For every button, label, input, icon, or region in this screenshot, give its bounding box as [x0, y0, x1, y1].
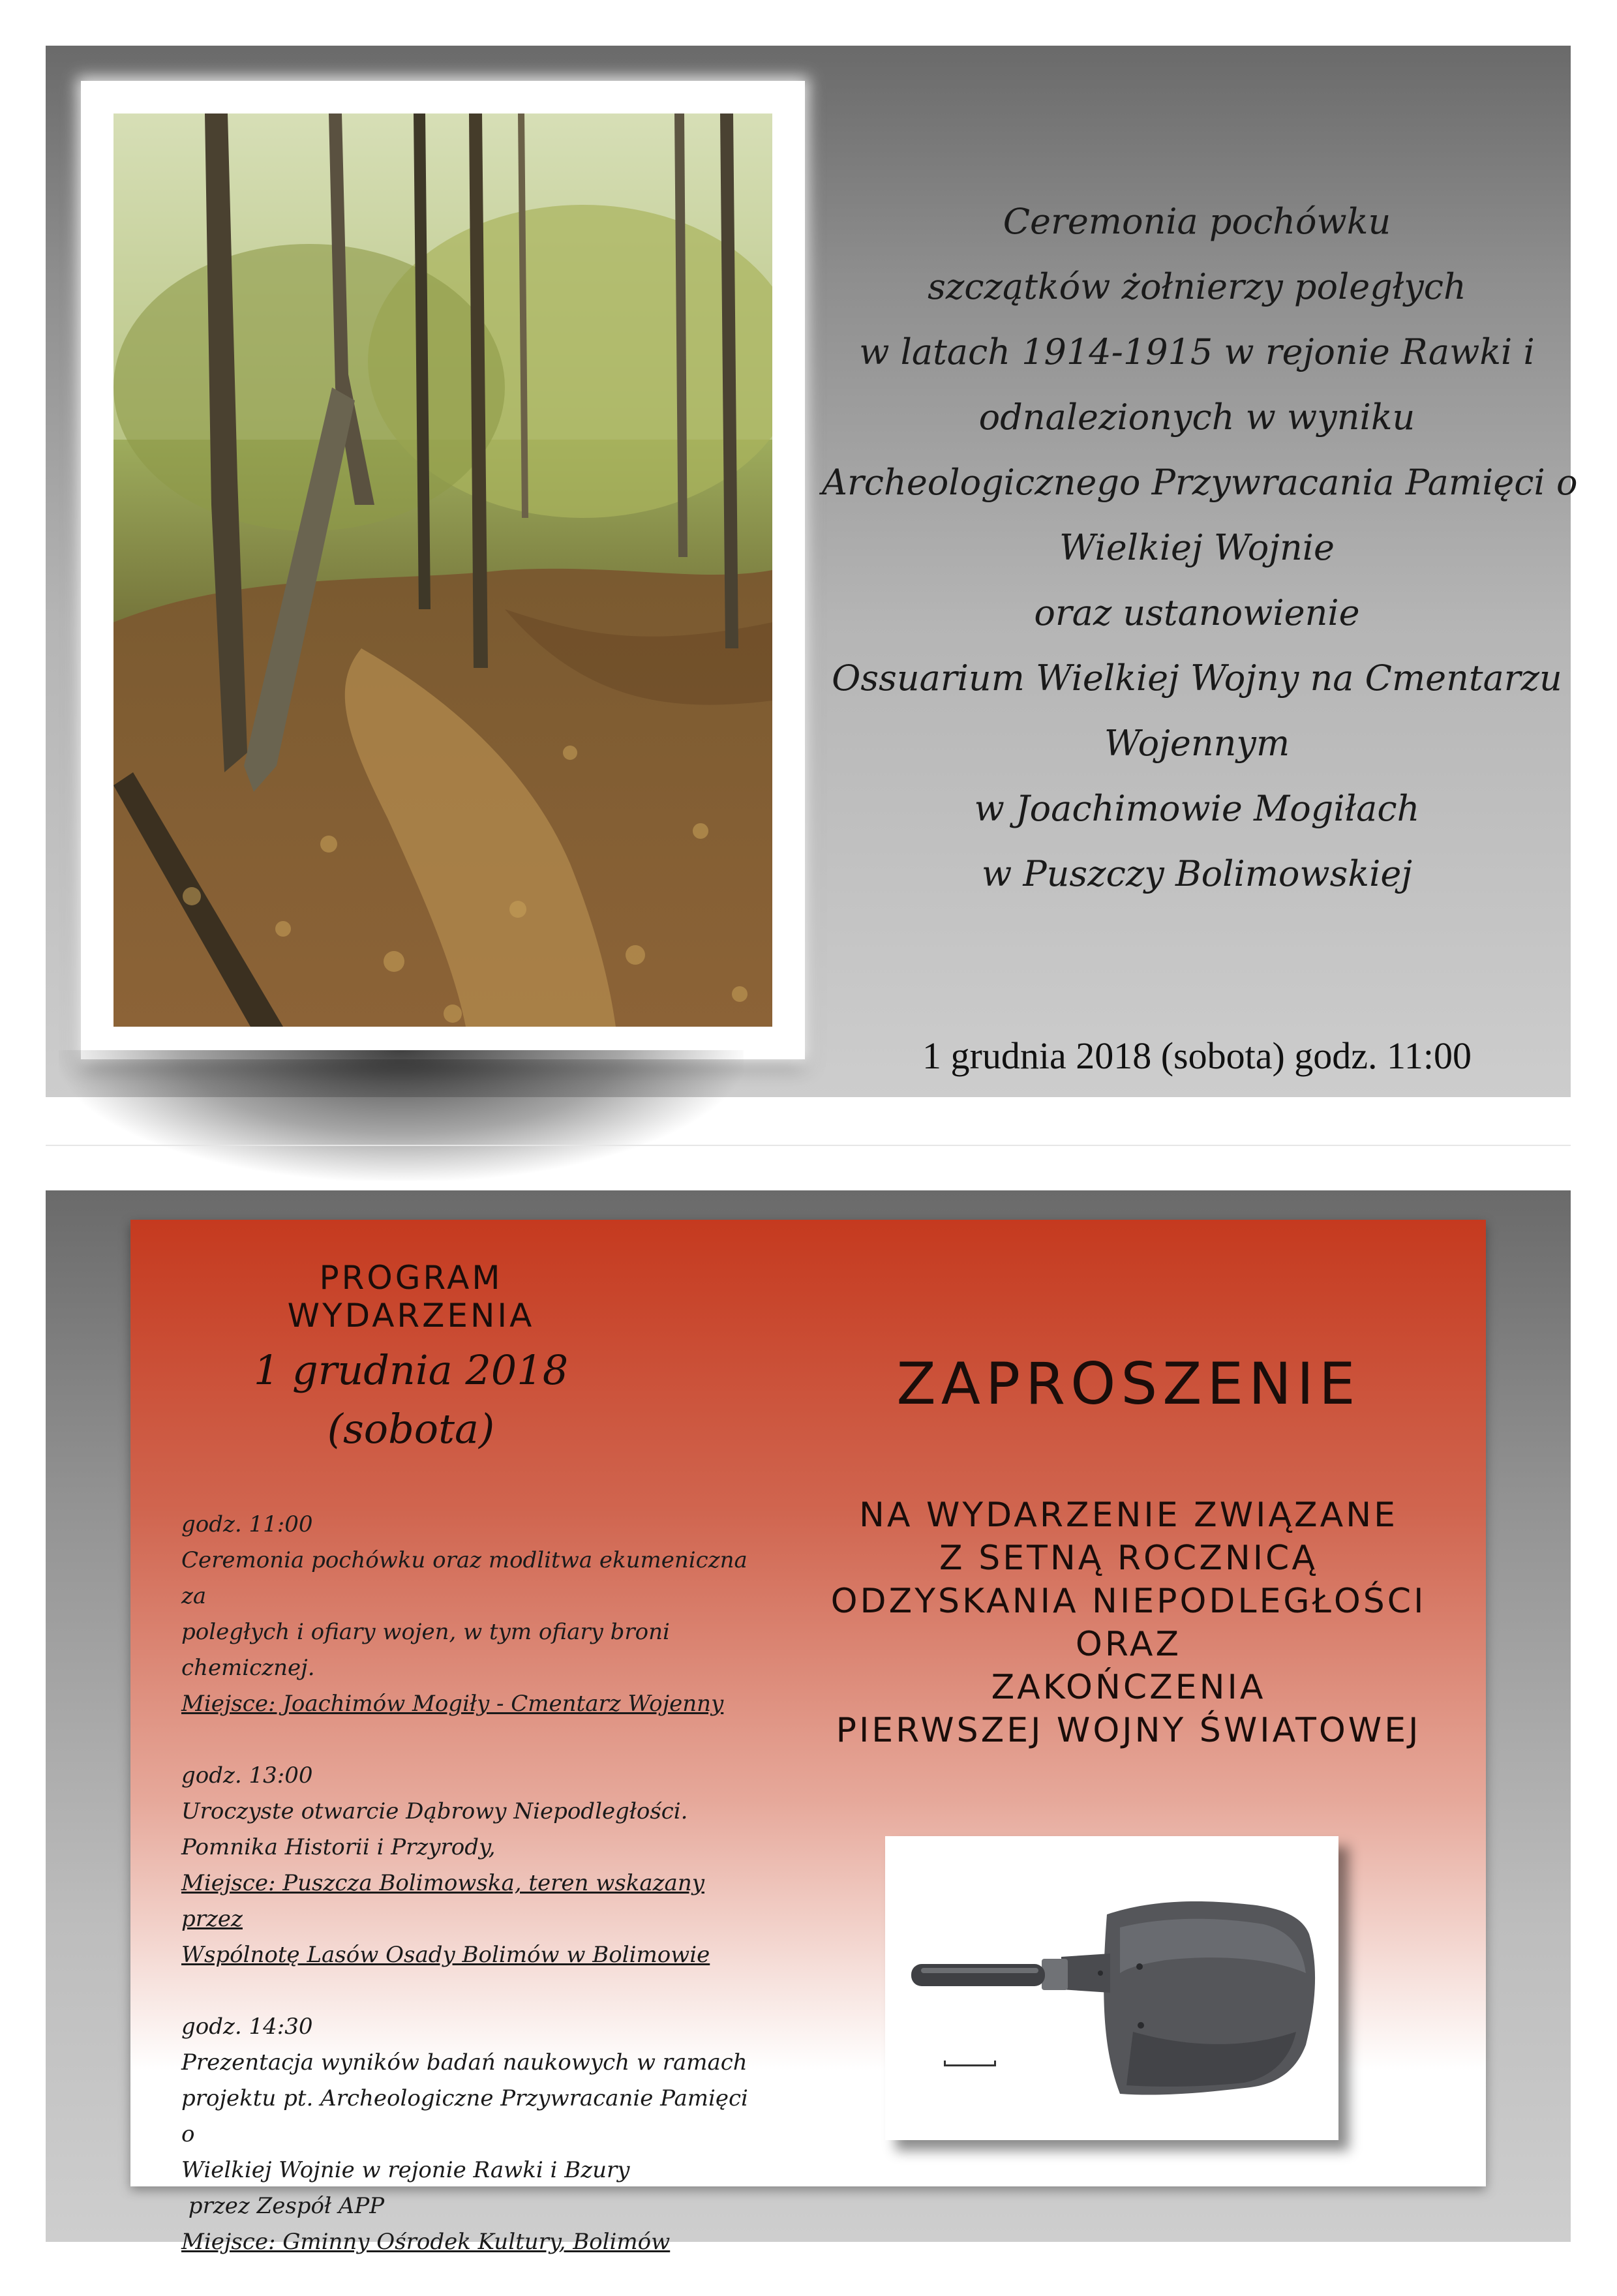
- program-heading: [170, 1259, 652, 1458]
- subtitle-line: ZAKOŃCZENIA: [991, 1668, 1266, 1707]
- schedule-item: [181, 1758, 768, 1973]
- ceremony-line: Ceremonia pochówku: [1003, 201, 1391, 242]
- program-schedule: [181, 1507, 768, 2296]
- schedule-time: godz. 14:30: [181, 2014, 313, 2040]
- program-title: PROGRAM: [319, 1259, 503, 1297]
- ceremony-description: [822, 189, 1578, 907]
- subtitle-line: PIERWSZEJ WOJNY ŚWIATOWEJ: [836, 1711, 1421, 1750]
- program-date: 1 grudnia 2018 (sobota): [253, 1346, 569, 1453]
- event-date: 1 grudnia 2018 (sobota) godz. 11:00: [922, 1035, 1472, 1077]
- subtitle-line: ORAZ: [1075, 1625, 1182, 1664]
- program-subtitle: WYDARZENIA: [287, 1297, 535, 1335]
- forest-trench-photo: [113, 113, 772, 1027]
- invitation-panel: [46, 1190, 1571, 2255]
- ceremony-line: odnalezionych w wyniku: [978, 397, 1415, 438]
- invitation-subtitle: [783, 1494, 1474, 1752]
- subtitle-line: ODZYSKANIA NIEPODLEGŁOŚCI: [830, 1582, 1427, 1621]
- schedule-description: Prezentacja wyników badań naukowych w ramach: [181, 2049, 748, 2076]
- schedule-time: godz. 11:00: [181, 1511, 313, 1537]
- schedule-place: Miejsce: Gminny Ośrodek Kultury, Bolimów: [181, 2229, 671, 2255]
- schedule-description: Pomnika Historii i Przyrody,: [181, 1834, 496, 1860]
- ceremony-line: w Joachimowie Mogiłach: [974, 788, 1420, 829]
- schedule-description: przez Zespół APP: [181, 2193, 385, 2219]
- ceremony-line: oraz ustanowienie: [1034, 592, 1360, 633]
- photo-shadow: [59, 1050, 744, 1181]
- subtitle-line: NA WYDARZENIE ZWIĄZANE: [858, 1496, 1398, 1535]
- invitation-title: ZAPROSZENIE: [896, 1350, 1361, 1417]
- schedule-time: godz. 13:00: [181, 1762, 313, 1789]
- ceremony-line: Wielkiej Wojnie: [1059, 527, 1335, 568]
- ceremony-panel: [46, 46, 1578, 1097]
- schedule-description: Ceremonia pochówku oraz modlitwa ekumeniczna za: [181, 1547, 748, 1609]
- page-divider: [46, 1145, 1571, 1146]
- ceremony-line: Wojennym: [1104, 723, 1290, 764]
- schedule-place: Wspólnotę Lasów Osady Bolimów w Bolimowie: [181, 1942, 710, 1968]
- schedule-description: poległych i ofiary wojen, w tym ofiary broni: [181, 1619, 670, 1645]
- subtitle-line: Z SETNĄ ROCZNICĄ: [939, 1539, 1318, 1578]
- ceremony-line: Ossuarium Wielkiej Wojny na Cmentarzu: [832, 657, 1562, 699]
- shovel-artifact-photo: [885, 1836, 1338, 2140]
- schedule-item: [181, 1507, 768, 1722]
- schedule-item: [181, 2009, 768, 2260]
- schedule-description: Uroczyste otwarcie Dąbrowy Niepodległości.: [181, 1798, 688, 1824]
- schedule-place: Miejsce: Puszcza Bolimowska, teren wskazany przez: [181, 1870, 704, 1932]
- ceremony-line: w Puszczy Bolimowskiej: [981, 853, 1413, 894]
- ceremony-line: w latach 1914-1915 w rejonie Rawki i: [859, 331, 1535, 372]
- schedule-description: Wielkiej Wojnie w rejonie Rawki i Bzury: [181, 2157, 630, 2183]
- ceremony-line: szczątków żołnierzy poległych: [928, 266, 1466, 307]
- ceremony-line: Archeologicznego Przywracania Pamięci o: [822, 462, 1578, 503]
- schedule-description: chemicznej.: [181, 1655, 315, 1681]
- schedule-description: projektu pt. Archeologiczne Przywracanie Pamięci o: [181, 2085, 748, 2147]
- forest-photo-frame: [81, 81, 805, 1059]
- schedule-place: Miejsce: Joachimów Mogiły - Cmentarz Wojenny: [181, 1691, 724, 1717]
- invitation-card: [130, 1220, 1486, 2255]
